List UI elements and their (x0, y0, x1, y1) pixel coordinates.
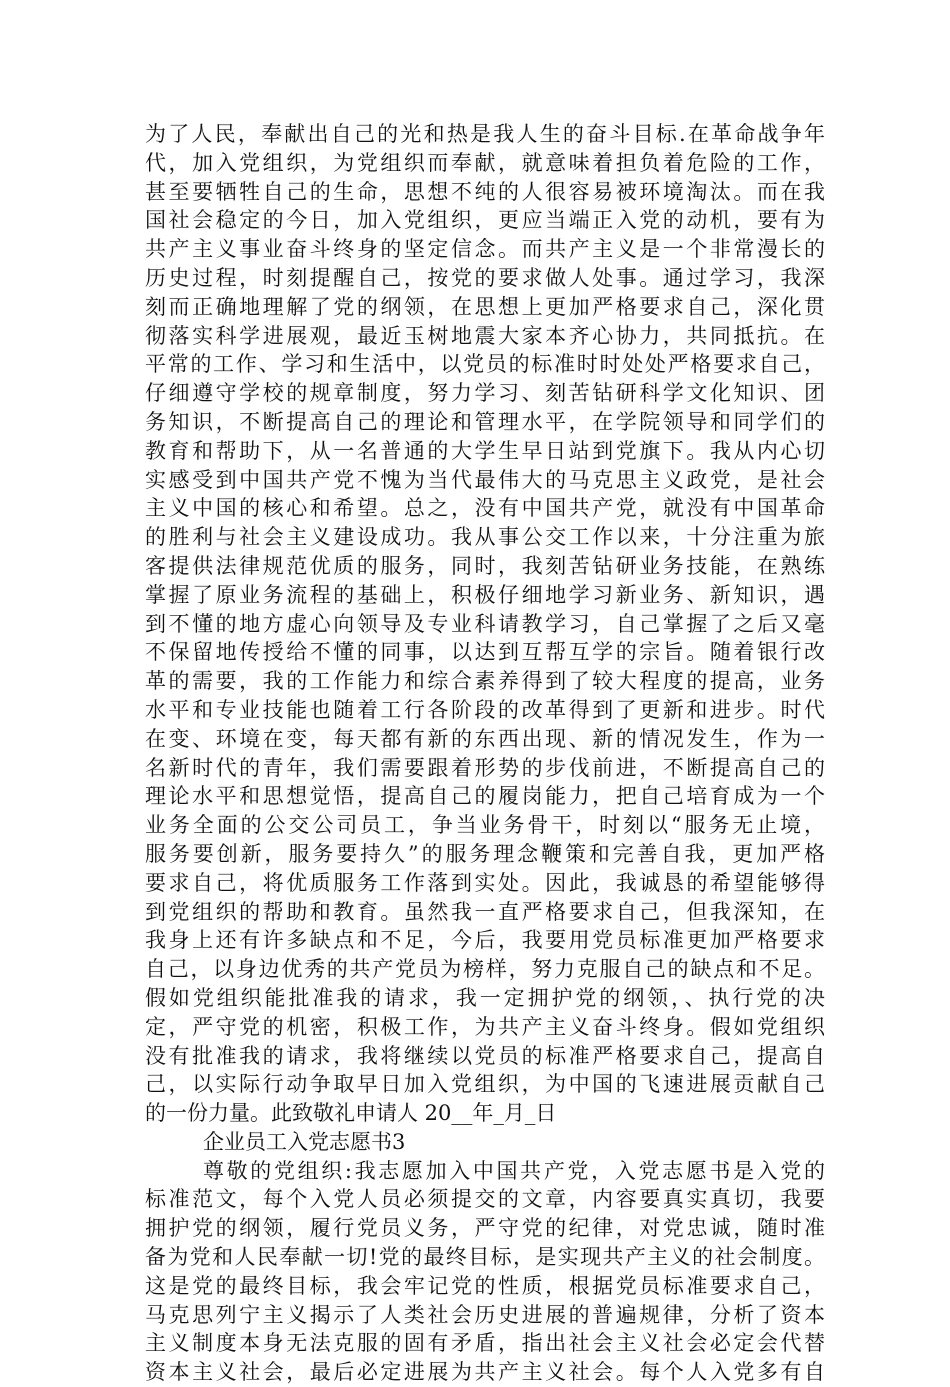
paragraph-line: 实感受到中国共产党不愧为当代最伟大的马克思主义政党，是社会 (145, 467, 825, 492)
paragraph-line: 的胜利与社会主义建设成功。我从事公交工作以来，十分注重为旅 (145, 525, 825, 550)
paragraph-line: 彻落实科学进展观，最近玉树地震大家本齐心协力，共同抵抗。在 (145, 323, 825, 348)
section-paragraph-line: 拥护党的纲领，履行党员义务，严守党的纪律，对党忠诚，随时准 (145, 1216, 825, 1241)
paragraph-line: 假如党组织能批准我的请求，我一定拥护党的纲领，、执行党的决 (145, 985, 825, 1010)
signature-line: 的一份力量。此致敬礼申请人 20__年_月_日 (145, 1101, 557, 1126)
section-paragraph-line: 标准范文，每个入党人员必须提交的文章，内容要真实真切，我要 (145, 1187, 825, 1212)
section-paragraph-line: 主义制度本身无法克服的固有矛盾，指出社会主义社会必定会代替 (145, 1331, 825, 1356)
paragraph-line: 没有批准我的请求，我将继续以党员的标准严格要求自己，提高自 (145, 1043, 825, 1068)
paragraph-line: 名新时代的青年，我们需要跟着形势的步伐前进，不断提高自己的 (145, 755, 825, 780)
paragraph-line: 仔细遵守学校的规章制度，努力学习、刻苦钻研科学文化知识、团 (145, 381, 825, 406)
paragraph-line: 理论水平和思想觉悟，提高自己的履岗能力，把自己培育成为一个 (145, 784, 825, 809)
section-paragraph-line: 尊敬的党组织:我志愿加入中国共产党，入党志愿书是入党的 (203, 1158, 825, 1183)
paragraph-line: 服务要创新，服务要持久”的服务理念鞭策和完善自我，更加严格 (145, 841, 825, 866)
section-title: 企业员工入党志愿书3 (203, 1129, 406, 1154)
section-paragraph-line: 资本主义社会，最后必定进展为共产主义社会。每个人入党多有自 (145, 1360, 825, 1385)
paragraph-line: 务知识，不断提高自己的理论和管理水平，在学院领导和同学们的 (145, 409, 825, 434)
paragraph-line: 掌握了原业务流程的基础上，积极仔细地学习新业务、新知识，遇 (145, 582, 825, 607)
paragraph-line: 代，加入党组织，为党组织而奉献，就意味着担负着危险的工作， (145, 150, 825, 175)
section-paragraph-line: 马克思列宁主义揭示了人类社会历史进展的普遍规律，分析了资本 (145, 1302, 825, 1327)
paragraph-line: 国社会稳定的今日，加入党组织，更应当端正入党的动机，要有为 (145, 208, 825, 233)
paragraph-line: 为了人民，奉献出自己的光和热是我人生的奋斗目标.在革命战争年 (145, 122, 825, 146)
paragraph-line: 客提供法律规范优质的服务，同时，我刻苦钻研业务技能，在熟练 (145, 553, 825, 578)
paragraph-line: 历史过程，时刻提醒自己，按党的要求做人处事。通过学习，我深 (145, 265, 825, 290)
paragraph-line: 业务全面的公交公司员工，争当业务骨干，时刻以“服务无止境， (145, 813, 825, 838)
section-paragraph-line: 这是党的最终目标，我会牢记党的性质，根据党员标准要求自己， (145, 1273, 825, 1298)
paragraph-line: 教育和帮助下，从一名普通的大学生早日站到党旗下。我从内心切 (145, 438, 825, 463)
paragraph-line: 甚至要牺牲自己的生命，思想不纯的人很容易被环境淘汰。而在我 (145, 179, 825, 204)
paragraph-line: 要求自己，将优质服务工作落到实处。因此，我诚恳的希望能够得 (145, 870, 825, 895)
paragraph-line: 到党组织的帮助和教育。虽然我一直严格要求自己，但我深知，在 (145, 899, 825, 924)
paragraph-line: 革的需要，我的工作能力和综合素养得到了较大程度的提高，业务 (145, 669, 825, 694)
paragraph-line: 不保留地传授给不懂的同事，以达到互帮互学的宗旨。随着银行改 (145, 640, 825, 665)
paragraph-line: 平常的工作、学习和生活中，以党员的标准时时处处严格要求自己， (145, 352, 825, 377)
document-body (145, 120, 825, 1387)
paragraph-line: 共产主义事业奋斗终身的坚定信念。而共产主义是一个非常漫长的 (145, 237, 825, 262)
paragraph-line: 我身上还有许多缺点和不足，今后，我要用党员标准更加严格要求 (145, 928, 825, 953)
paragraph-line: 在变、环境在变，每天都有新的东西出现、新的情况发生，作为一 (145, 726, 825, 751)
paragraph-line: 自己，以身边优秀的共产党员为榜样，努力克服自己的缺点和不足。 (145, 957, 825, 982)
paragraph-line: 定，严守党的机密，积极工作，为共产主义奋斗终身。假如党组织 (145, 1014, 825, 1039)
paragraph-line: 水平和专业技能也随着工行各阶段的改革得到了更新和进步。时代 (145, 697, 825, 722)
section-paragraph-line: 备为党和人民奉献一切!党的最终目标，是实现共产主义的社会制度。 (145, 1245, 825, 1270)
paragraph-line: 主义中国的核心和希望。总之，没有中国共产党，就没有中国革命 (145, 496, 825, 521)
paragraph-line: 到不懂的地方虚心向领导及专业科请教学习，自己掌握了之后又毫 (145, 611, 825, 636)
paragraph-line: 刻而正确地理解了党的纲领，在思想上更加严格要求自己，深化贯 (145, 294, 825, 319)
paragraph-line: 己，以实际行动争取早日加入党组织，为中国的飞速进展贡献自己 (145, 1072, 825, 1097)
